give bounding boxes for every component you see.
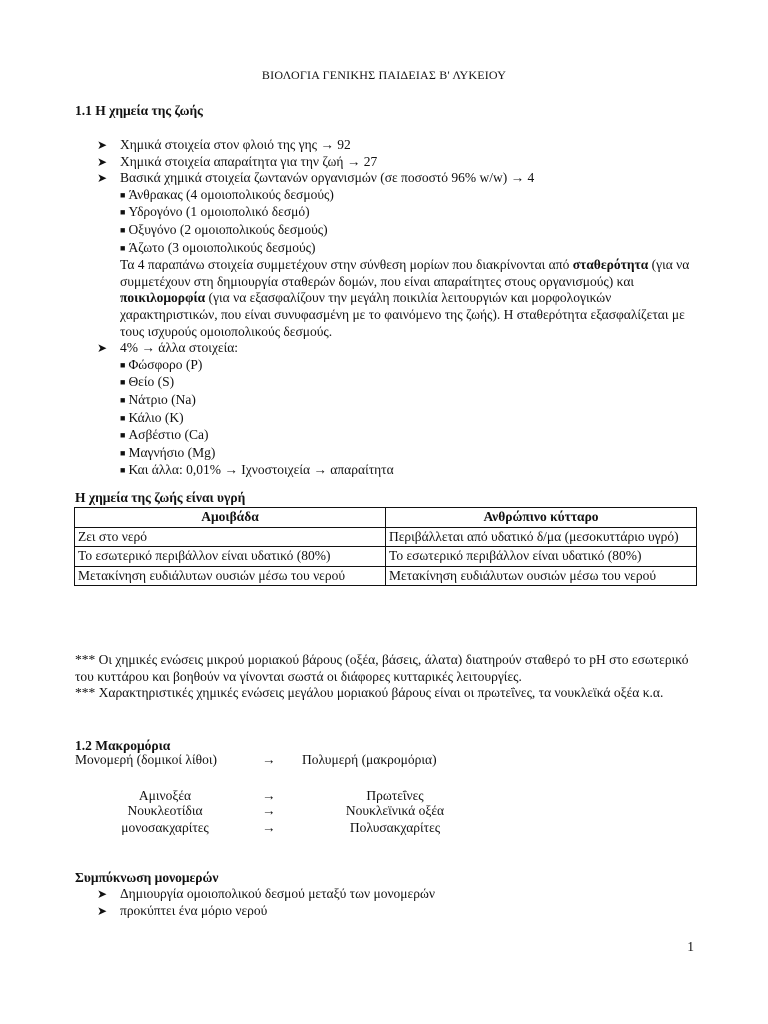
table-row (75, 566, 697, 586)
notes-block (75, 652, 700, 702)
monomer-item: Αμινοξέα (138, 788, 192, 803)
arrow-icon: → (262, 752, 276, 767)
bullet-item: ➤ Χημικά στοιχεία στον φλοιό της γης → 92 (97, 137, 351, 152)
section-3-title: Συμπύκνωση μονομερών (75, 870, 219, 885)
sub-bullet-item: ■ Μαγνήσιο (Mg) (120, 444, 216, 460)
square-bullet-icon: ■ (120, 189, 126, 200)
table-cell: Περιβάλλεται από υδατικό δ/μα (μεσοκυττάριο υγρό) (386, 527, 697, 547)
sub-bullet-item: ■ Νάτριο (Na) (120, 391, 196, 407)
section-1-content (75, 137, 700, 480)
arrow-bullet-icon: ➤ (97, 138, 108, 152)
sub-bullet-item: ■ Υδρογόνο (1 ομοιοπολικό δεσμό) (120, 204, 310, 220)
sub-bullet-item: ■ Άζωτο (3 ομοιοπολικούς δεσμούς) (120, 239, 316, 255)
arrow-bullet-icon: ➤ (97, 341, 108, 356)
square-bullet-icon: ■ (120, 465, 126, 476)
section-3-content (75, 886, 700, 919)
square-bullet-icon: ■ (120, 359, 126, 370)
sub-bullet-item: ■ Άνθρακας (4 ομοιοπολικούς δεσμούς) (120, 186, 334, 202)
note-paragraph: *** Οι χημικές ενώσεις μικρού μοριακού βάρους (οξέα, βάσεις, άλατα) διατηρούν σταθερό το pH στο εσωτερικό του κυττάρου και βοηθούν να γίνονται σωστά οι διάφορες κυτταρικές λειτουργίες. (75, 652, 689, 684)
square-bullet-icon: ■ (120, 447, 126, 458)
table-cell: Μετακίνηση ευδιάλυτων ουσιών μέσω του νερού (75, 566, 386, 586)
square-bullet-icon: ■ (120, 394, 126, 405)
square-bullet-icon: ■ (120, 430, 126, 441)
polymer-item: Πρωτεΐνες (366, 788, 424, 803)
arrow-icon: → (262, 803, 276, 818)
arrow-bullet-icon: ➤ (97, 154, 108, 169)
table-cell: Το εσωτερικό περιβάλλον είναι υδατικό (80%) (75, 547, 386, 567)
bullet-item: ➤ 4% → άλλα στοιχεία: (97, 340, 239, 356)
sub-bullet-item: ■ Ασβέστιο (Ca) (120, 427, 209, 443)
section-1-title: 1.1 Η χημεία της ζωής (75, 103, 203, 118)
polymers-header: Πολυμερή (μακρομόρια) (302, 752, 437, 767)
table-row (75, 527, 697, 547)
arrow-icon: → (262, 820, 276, 835)
square-bullet-icon: ■ (120, 242, 126, 253)
monomer-item: Νουκλεοτίδια (127, 803, 203, 818)
note-paragraph: *** Χαρακτηριστικές χημικές ενώσεις μεγάλου μοριακού βάρους είναι οι πρωτεΐνες, τα νουκλεϊκά οξέα κ.α. (75, 685, 664, 701)
table-cell: Ζει στο νερό (75, 527, 386, 547)
polymer-item: Νουκλεϊνικά οξέα (345, 803, 445, 818)
table-header-row (75, 508, 697, 528)
square-bullet-icon: ■ (120, 224, 126, 235)
keyword-diversity: ποικιλομορφία (120, 290, 206, 306)
polymer-item: Πολυσακχαρίτες (349, 820, 441, 835)
sub-bullet-item: ■ Και άλλα: 0,01% → Ιχνοστοιχεία → απαραίτητα (120, 462, 394, 478)
bullet-item: ➤ προκύπτει ένα μόριο νερού (97, 902, 268, 918)
keyword-stability: σταθερότητα (572, 257, 649, 273)
bullet-item: ➤ Δημιουργία ομοιοπολικού δεσμού μεταξύ των μονομερών (97, 886, 435, 901)
arrow-bullet-icon: ➤ (97, 903, 108, 918)
section-2-title: 1.2 Μακρομόρια (75, 738, 171, 753)
table-header-cell: Αμοιβάδα (75, 508, 386, 528)
table-cell: Μετακίνηση ευδιάλυτων ουσιών μέσω του νερού (386, 566, 697, 586)
table-row (75, 547, 697, 567)
explanation-paragraph: Τα 4 παραπάνω στοιχεία συμμετέχουν στην σύνθεση μορίων που διακρίνονται από σταθερότητα (για να συμμετέχουν στη δημιουργία σταθερών δομών, που είναι απαραίτητες στους οργανισμούς) και ποικιλομορφία (για να εξασφαλίζουν την μεγάλη ποικιλία λειτουργιών και μορφολογικών χαρακτηριστικών, που είναι συνυφασμένη με το φαινόμενο της ζωής). Η σταθερότητα εξασφαλίζεται με τους ισχυρούς ομοιοπολικούς δεσμούς. (120, 257, 690, 339)
bullet-item: ➤ Χημικά στοιχεία απαραίτητα για την ζωή → 27 (97, 153, 378, 169)
sub-bullet-item: ■ Φώσφορο (P) (120, 356, 203, 372)
table-cell: Το εσωτερικό περιβάλλον είναι υδατικό (80%) (386, 547, 697, 567)
sub-bullet-item: ■ Θείο (S) (120, 374, 175, 390)
square-bullet-icon: ■ (120, 207, 126, 218)
square-bullet-icon: ■ (120, 412, 126, 423)
wet-chemistry-title: Η χημεία της ζωής είναι υγρή (75, 490, 246, 505)
page-number: 1 (687, 939, 694, 954)
page-header: ΒΙΟΛΟΓΙΑ ΓΕΝΙΚΗΣ ΠΑΙΔΕΙΑΣ Β' ΛΥΚΕΙΟΥ (261, 68, 507, 82)
arrow-bullet-icon: ➤ (97, 171, 108, 186)
table-header-cell: Ανθρώπινο κύτταρο (386, 508, 697, 528)
sub-bullet-item: ■ Κάλιο (K) (120, 409, 184, 425)
sub-bullet-item: ■ Οξυγόνο (2 ομοιοπολικούς δεσμούς) (120, 221, 328, 237)
monomer-item: μονοσακχαρίτες (121, 820, 209, 835)
arrow-bullet-icon: ➤ (97, 887, 108, 901)
monomers-header: Μονομερή (δομικοί λίθοι) (75, 752, 217, 767)
bullet-item: ➤ Βασικά χημικά στοιχεία ζωντανών οργανισμών (σε ποσοστό 96% w/w) → 4 (97, 170, 535, 186)
arrow-icon: → (262, 788, 276, 803)
comparison-table (74, 507, 697, 586)
square-bullet-icon: ■ (120, 377, 126, 388)
